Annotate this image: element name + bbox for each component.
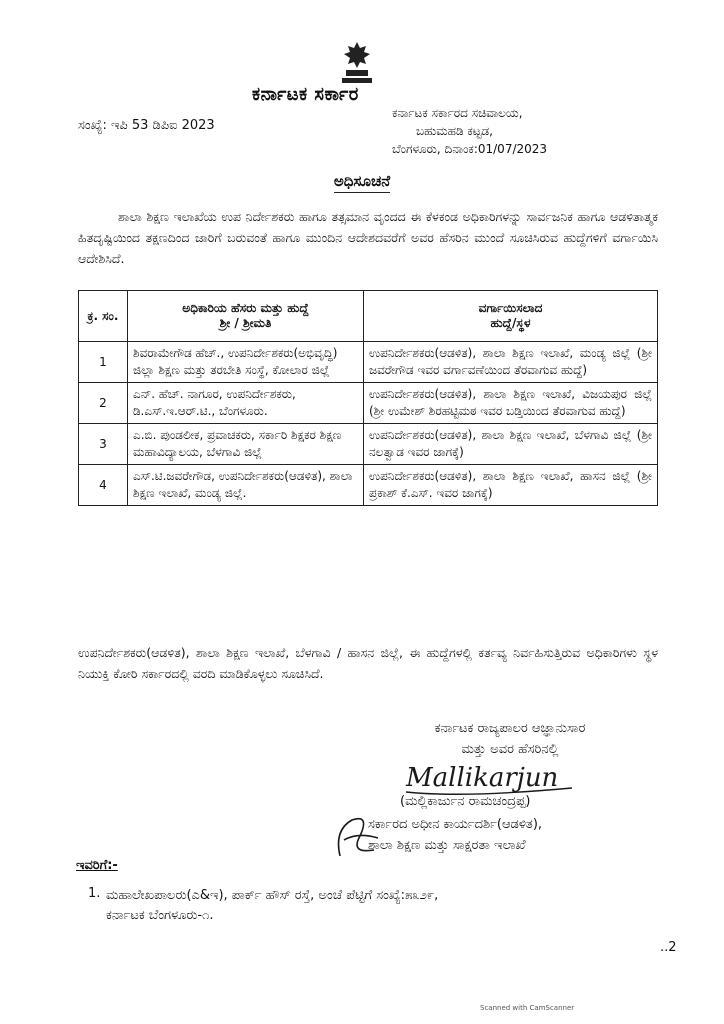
recipient-item (106, 886, 438, 926)
row-sl: 3 (79, 424, 128, 465)
signatory-name: (ಮಲ್ಲಿಕಾರ್ಜುನ ರಾಮಚಂದ್ರಪ್ಪ) (400, 794, 531, 809)
signatory-designation (368, 814, 668, 856)
office-line: ಕರ್ನಾಟಕ ಸರ್ಕಾರದ ಸಚಿವಾಲಯ, (392, 106, 523, 120)
table-row (79, 465, 658, 506)
state-emblem-icon (336, 40, 378, 86)
govt-title: ಕರ್ನಾಟಕ ಸರ್ಕಾರ (252, 84, 359, 105)
notification-title (0, 172, 724, 190)
row-officer: ಎಸ್.ಟಿ.ಜವರೇಗೌಡ, ಉಪನಿರ್ದೇಶಕರು(ಆಡಳಿತ), ಶಾಲಾ ಶಿಕ್ಷಣ ಇಲಾಖೆ, ಮಂಡ್ಯ ಜಿಲ್ಲೆ. (128, 465, 364, 506)
transfer-table (78, 290, 658, 506)
page-marker: ..2 (660, 940, 677, 955)
row-officer: ಶಿವರಾಮೇಗೌಡ ಹೆಚ್., ಉಪನಿರ್ದೇಶಕರು(ಅಭಿವೃದ್ಧಿ) ಜಿಲ್ಲಾ ಶಿಕ್ಷಣ ಮತ್ತು ತರಬೇತಿ ಸಂಸ್ಥೆ, ಕೋಲಾರ ಜಿಲ್ಲೆ (128, 342, 364, 383)
recipient-line: ಮಹಾಲೇಖಪಾಲರು(ಎ&ಇ), ಪಾರ್ಕ್ ಹೌಸ್ ರಸ್ತೆ, ಅಂಚೆ ಪೆಟ್ಟಿಗೆ ಸಂಖ್ಯೆ:೫೩೨೯, (106, 888, 439, 903)
office-date-line: ಬೆಂಗಳೂರು, ದಿನಾಂಕ:01/07/2023 (392, 142, 548, 156)
header-post (364, 291, 658, 342)
office-line: ಬಹುಮಹಡಿ ಕಟ್ಟಡ, (416, 124, 493, 138)
header-officer-line: ಶ್ರೀ / ಶ್ರೀಮತಿ (219, 316, 272, 330)
row-officer: ಎ.ಬಿ. ಪುಂಡಲೀಕ, ಪ್ರವಾಚಕರು, ಸರ್ಕಾರಿ ಶಿಕ್ಷಕರ ಶಿಕ್ಷಣ ಮಹಾವಿದ್ಯಾಲಯ, ಬೆಳಗಾವಿ ಜಿಲ್ಲೆ (128, 424, 364, 465)
table-row (79, 342, 658, 383)
header-post-line: ಹುದ್ದೆ/ಸ್ಥಳ (490, 316, 531, 330)
row-sl: 4 (79, 465, 128, 506)
order-authority-line: ಕರ್ನಾಟಕ ರಾಜ್ಯಪಾಲರ ಆಜ್ಞಾನುಸಾರ (434, 721, 586, 736)
table-header-row (79, 291, 658, 342)
header-sl: ಕ್ರ. ಸಂ. (79, 291, 128, 342)
notification-title-text: ಅಧಿಸೂಚನೆ (334, 172, 390, 193)
scanner-watermark: Scanned with CamScanner (480, 1004, 575, 1012)
recipient-number: 1. (88, 886, 101, 901)
row-post: ಉಪನಿರ್ದೇಶಕರು(ಆಡಳಿತ), ಶಾಲಾ ಶಿಕ್ಷಣ ಇಲಾಖೆ, ಹಾಸನ ಜಿಲ್ಲೆ (ಶ್ರೀ ಪ್ರಕಾಶ್ ಕೆ.ಎಸ್. ಇವರ ಜಾಗಕ್ಕೆ) (364, 465, 658, 506)
reporting-instruction: ಉಪನಿರ್ದೇಶಕರು(ಆಡಳಿತ), ಶಾಲಾ ಶಿಕ್ಷಣ ಇಲಾಖೆ, ಬೆಳಗಾವಿ / ಹಾಸನ ಜಿಲ್ಲೆ, ಈ ಹುದ್ದೆಗಳಲ್ಲಿ ಕರ್ತವ್ಯ ನಿರ್ವಹಿಸುತ್ತಿರುವ ಅಧಿಕಾರಿಗಳು ಸ್ಥಳ ನಿಯುಕ್ತಿ ಕೋರಿ ಸರ್ಕಾರದಲ್ಲಿ ವರದಿ ಮಾಡಿಕೊಳ್ಳಲು ಸೂಚಿಸಿದೆ. (78, 645, 658, 681)
order-number: ಸಂಖ್ಯೆ: ಇಪಿ 53 ಡಿಪಿಐ 2023 (78, 118, 215, 133)
recipient-line: ಕರ್ನಾಟಕ ಬೆಂಗಳೂರು-೧. (106, 908, 214, 923)
notification-body: ಶಾಲಾ ಶಿಕ್ಷಣ ಇಲಾಖೆಯ ಉಪ ನಿರ್ದೇಶಕರು ಹಾಗೂ ತತ್ಸಮಾನ ವೃಂದದ ಈ ಕೆಳಕಂಡ ಅಧಿಕಾರಿಗಳನ್ನು ಸಾರ್ವಜನಿಕ ಹಾಗೂ ಆಡಳಿತಾತ್ಮಕ ಹಿತದೃಷ್ಟಿಯಿಂದ ತಕ್ಷಣದಿಂದ ಜಾರಿಗೆ ಬರುವಂತೆ ಹಾಗೂ ಮುಂದಿನ ಆದೇಶದವರೆಗೆ ಅವರ ಹೆಸರಿನ ಮುಂದೆ ಸೂಚಿಸಿರುವ ಹುದ್ದೆಗಳಿಗೆ ವರ್ಗಾಯಿಸಿ ಆದೇಶಿಸಿದೆ. (78, 209, 658, 266)
designation-line: ಸರ್ಕಾರದ ಅಧೀನ ಕಾರ್ಯದರ್ಶಿ(ಆಡಳಿತ), (368, 817, 543, 832)
header-officer (128, 291, 364, 342)
office-address (392, 104, 547, 158)
designation-line: ಶಾಲಾ ಶಿಕ್ಷಣ ಮತ್ತು ಸಾಕ್ಷರತಾ ಇಲಾಖೆ (368, 838, 526, 853)
recipients-heading: ಇವರಿಗೆ:- (76, 858, 118, 873)
header-post-line: ವರ್ಗಾಯಿಸಲಾದ (478, 301, 543, 315)
order-authority (380, 718, 640, 760)
header-officer-line: ಅಧಿಕಾರಿಯ ಹೆಸರು ಮತ್ತು ಹುದ್ದೆ (182, 301, 309, 315)
row-officer: ಎನ್. ಹೆಚ್. ನಾಗೂರ, ಉಪನಿರ್ದೇಶಕರು, ಡಿ.ಎಸ್.ಇ.ಆರ್.ಟಿ., ಬೆಂಗಳೂರು. (128, 383, 364, 424)
order-authority-line: ಮತ್ತು ಅವರ ಹೆಸರಿನಲ್ಲಿ (461, 742, 559, 757)
table-row (79, 424, 658, 465)
row-post: ಉಪನಿರ್ದೇಶಕರು(ಆಡಳಿತ), ಶಾಲಾ ಶಿಕ್ಷಣ ಇಲಾಖೆ, ವಿಜಯಪುರ ಜಿಲ್ಲೆ (ಶ್ರೀ ಉಮೇಶ್ ಶಿರಹಟ್ಟಿಮಠ ಇವರ ಬಡ್ತಿಯಿಂದ ತೆರವಾಗುವ ಹುದ್ದೆ) (364, 383, 658, 424)
row-post: ಉಪನಿರ್ದೇಶಕರು(ಆಡಳಿತ), ಶಾಲಾ ಶಿಕ್ಷಣ ಇಲಾಖೆ, ಮಂಡ್ಯ ಜಿಲ್ಲೆ (ಶ್ರೀ ಜವರೇಗೌಡ ಇವರ ವರ್ಗಾವಣೆಯಿಂದ ತೆರವಾಗುವ ಹುದ್ದೆ) (364, 342, 658, 383)
table-row (79, 383, 658, 424)
row-post: ಉಪನಿರ್ದೇಶಕರು(ಆಡಳಿತ), ಶಾಲಾ ಶಿಕ್ಷಣ ಇಲಾಖೆ, ಬೆಳಗಾವಿ ಜಿಲ್ಲೆ (ಶ್ರೀ ನಲತ್ವಾಡ ಇವರ ಜಾಗಕ್ಕೆ) (364, 424, 658, 465)
signature-text: Mallikarjun (406, 763, 559, 793)
row-sl: 1 (79, 342, 128, 383)
row-sl: 2 (79, 383, 128, 424)
